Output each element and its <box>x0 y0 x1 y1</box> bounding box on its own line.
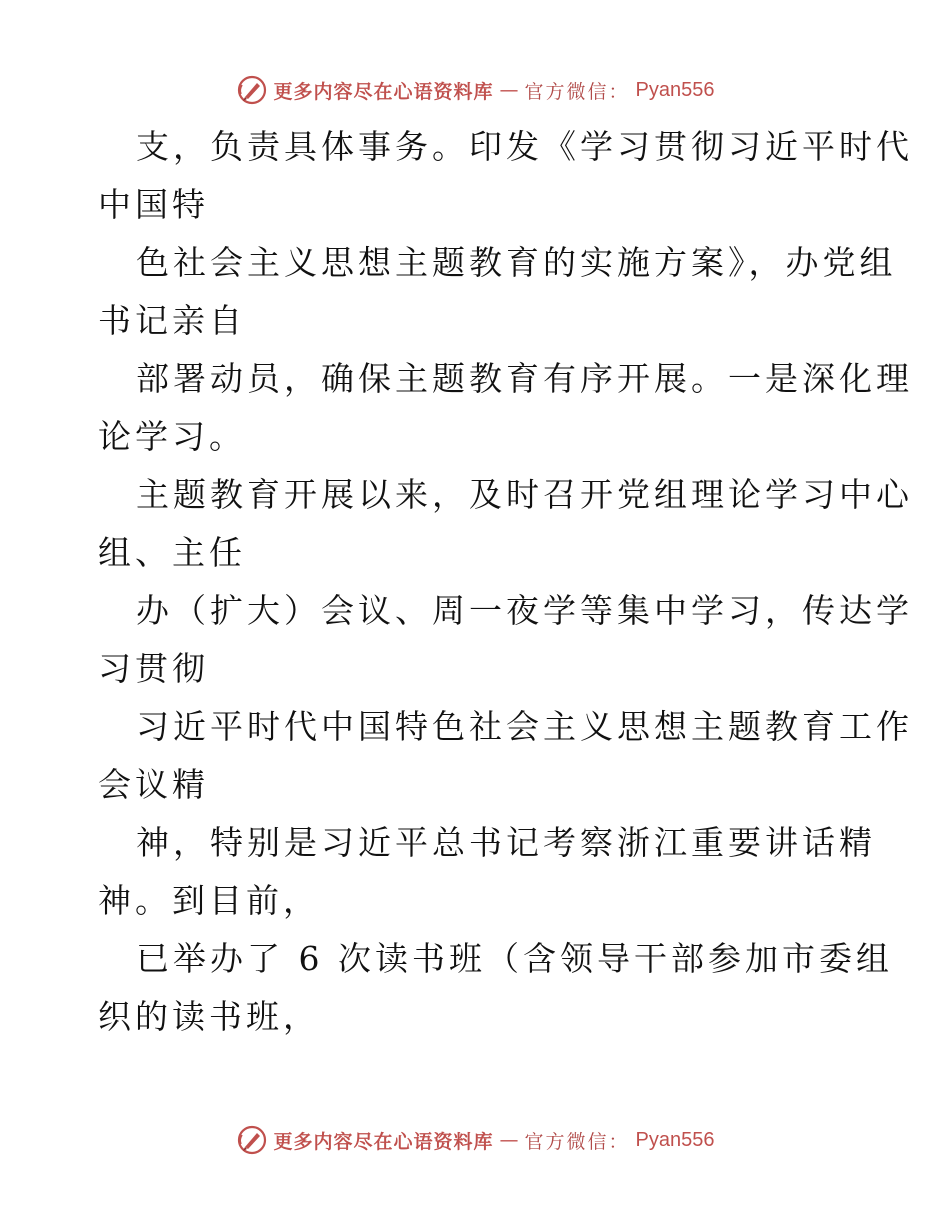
footer-site-text: 更多内容尽在心语资料库 <box>273 1130 494 1153</box>
body-line: 部署动员，确保主题教育有序开展。一是深化理 <box>136 359 913 398</box>
header-wechat-id: Pyan556 <box>635 78 715 101</box>
footer-wechat-id: Pyan556 <box>635 1128 715 1151</box>
body-line: 神，特别是习近平总书记考察浙江重要讲话精 <box>136 823 876 862</box>
header-separator: — <box>499 79 519 101</box>
body-line: 组、主任 <box>98 533 246 572</box>
footer-banner <box>0 1120 950 1160</box>
body-line: 中国特 <box>98 185 209 224</box>
body-line: 习近平时代中国特色社会主义思想主题教育工作 <box>136 707 913 746</box>
body-line: 织的读书班， <box>98 997 320 1036</box>
header-wechat-label: 官方微信： <box>524 80 630 103</box>
body-line: 会议精 <box>98 765 209 804</box>
body-line: 书记亲自 <box>98 301 246 340</box>
body-line: 支，负责具体事务。印发《学习贯彻习近平时代 <box>136 127 913 166</box>
footer-wechat-label: 官方微信： <box>524 1130 630 1153</box>
body-line: 论学习。 <box>98 417 246 456</box>
header-site-text: 更多内容尽在心语资料库 <box>273 80 494 103</box>
footer-separator: — <box>499 1129 519 1151</box>
body-line: 已举办了 6 次读书班（含领导干部参加市委组 <box>136 939 893 978</box>
body-line: 色社会主义思想主题教育的实施方案》，办党组 <box>136 243 897 282</box>
header-banner <box>0 70 950 110</box>
body-line: 习贯彻 <box>98 649 209 688</box>
document-body <box>98 118 913 1046</box>
body-line: 主题教育开展以来，及时召开党组理论学习中心 <box>136 475 913 514</box>
pen-logo-icon <box>236 74 268 106</box>
pen-logo-icon <box>236 1124 268 1156</box>
body-line: 办（扩大）会议、周一夜学等集中学习，传达学 <box>136 591 913 630</box>
body-line: 神。到目前， <box>98 881 320 920</box>
